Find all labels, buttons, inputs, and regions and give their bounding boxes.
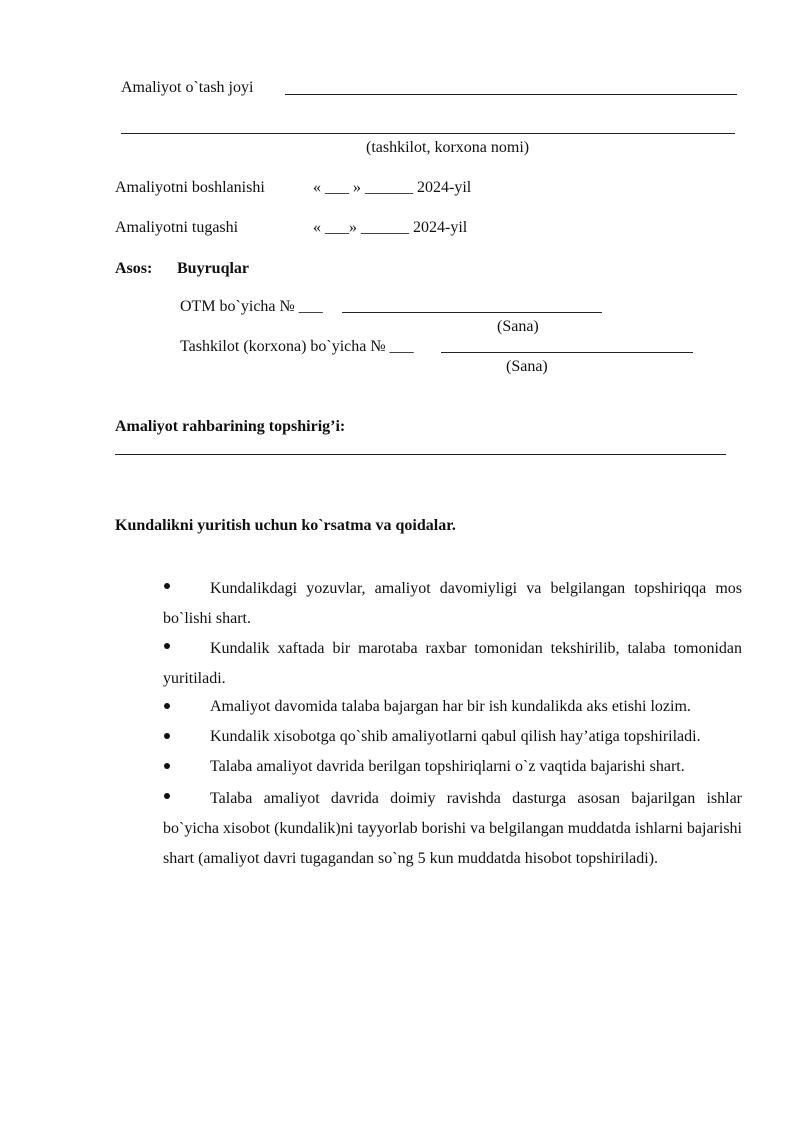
start-date-label: Amaliyotni boshlanishi [115,179,265,196]
rule-item: Talaba amaliyot davrida berilgan topshiriqlarni o`z vaqtida bajarishi shart. [210,758,685,775]
end-date-value: « ___» ______ 2024-yil [313,219,468,236]
otm-order-line [342,312,602,313]
bullet-icon [164,763,170,769]
orders-title: Buyruqlar [177,260,250,277]
bullet-icon [164,733,170,739]
basis-label: Asos: [115,260,153,277]
rule-item: Kundalikdagi yozuvlar, amaliyot davomiyligi va belgilangan topshiriqqa mos bo`lishi shart. [163,580,742,627]
rule-item: Amaliyot davomida talaba bajargan har bir ish kundalikda aks etishi lozim. [210,698,691,715]
supervisor-task-heading: Amaliyot rahbarining topshirig’i: [115,418,346,435]
start-date-value: « ___ » ______ 2024-yil [313,179,472,196]
practice-place-label: Amaliyot o`tash joyi [121,79,254,96]
otm-order-label: OTM bo`yicha № ___ [180,298,323,315]
supervisor-task-line [115,454,726,455]
rule-item: Talaba amaliyot davrida doimiy ravishda dasturga asosan bajarilgan ishlar bo`yicha xisobot (kundalik)ni tayyorlab borishi va belgilangan muddatda ishlarni bajarishi shart (amaliyot davri tugagandan so`ng 5 kun muddatda hisobot topshiriladi). [163,790,742,867]
otm-date-caption: (Sana) [497,318,539,335]
organization-name-line [121,133,735,134]
practice-place-line [285,94,737,95]
end-date-label: Amaliyotni tugashi [115,219,239,236]
rule-item: Kundalik xisobotga qo`shib amaliyotlarni qabul qilish hay’atiga topshiriladi. [210,728,701,745]
rules-heading: Kundalikni yuritish uchun ko`rsatma va qoidalar. [115,517,456,534]
rule-item: Kundalik xaftada bir marotaba raxbar tomonidan tekshirilib, talaba tomonidan yuritiladi. [163,640,742,687]
organization-caption: (tashkilot, korxona nomi) [366,139,530,156]
org-order-label: Tashkilot (korxona) bo`yicha № ___ [180,338,414,355]
org-order-line [441,352,693,353]
bullet-icon [164,703,170,709]
org-date-caption: (Sana) [506,358,548,375]
